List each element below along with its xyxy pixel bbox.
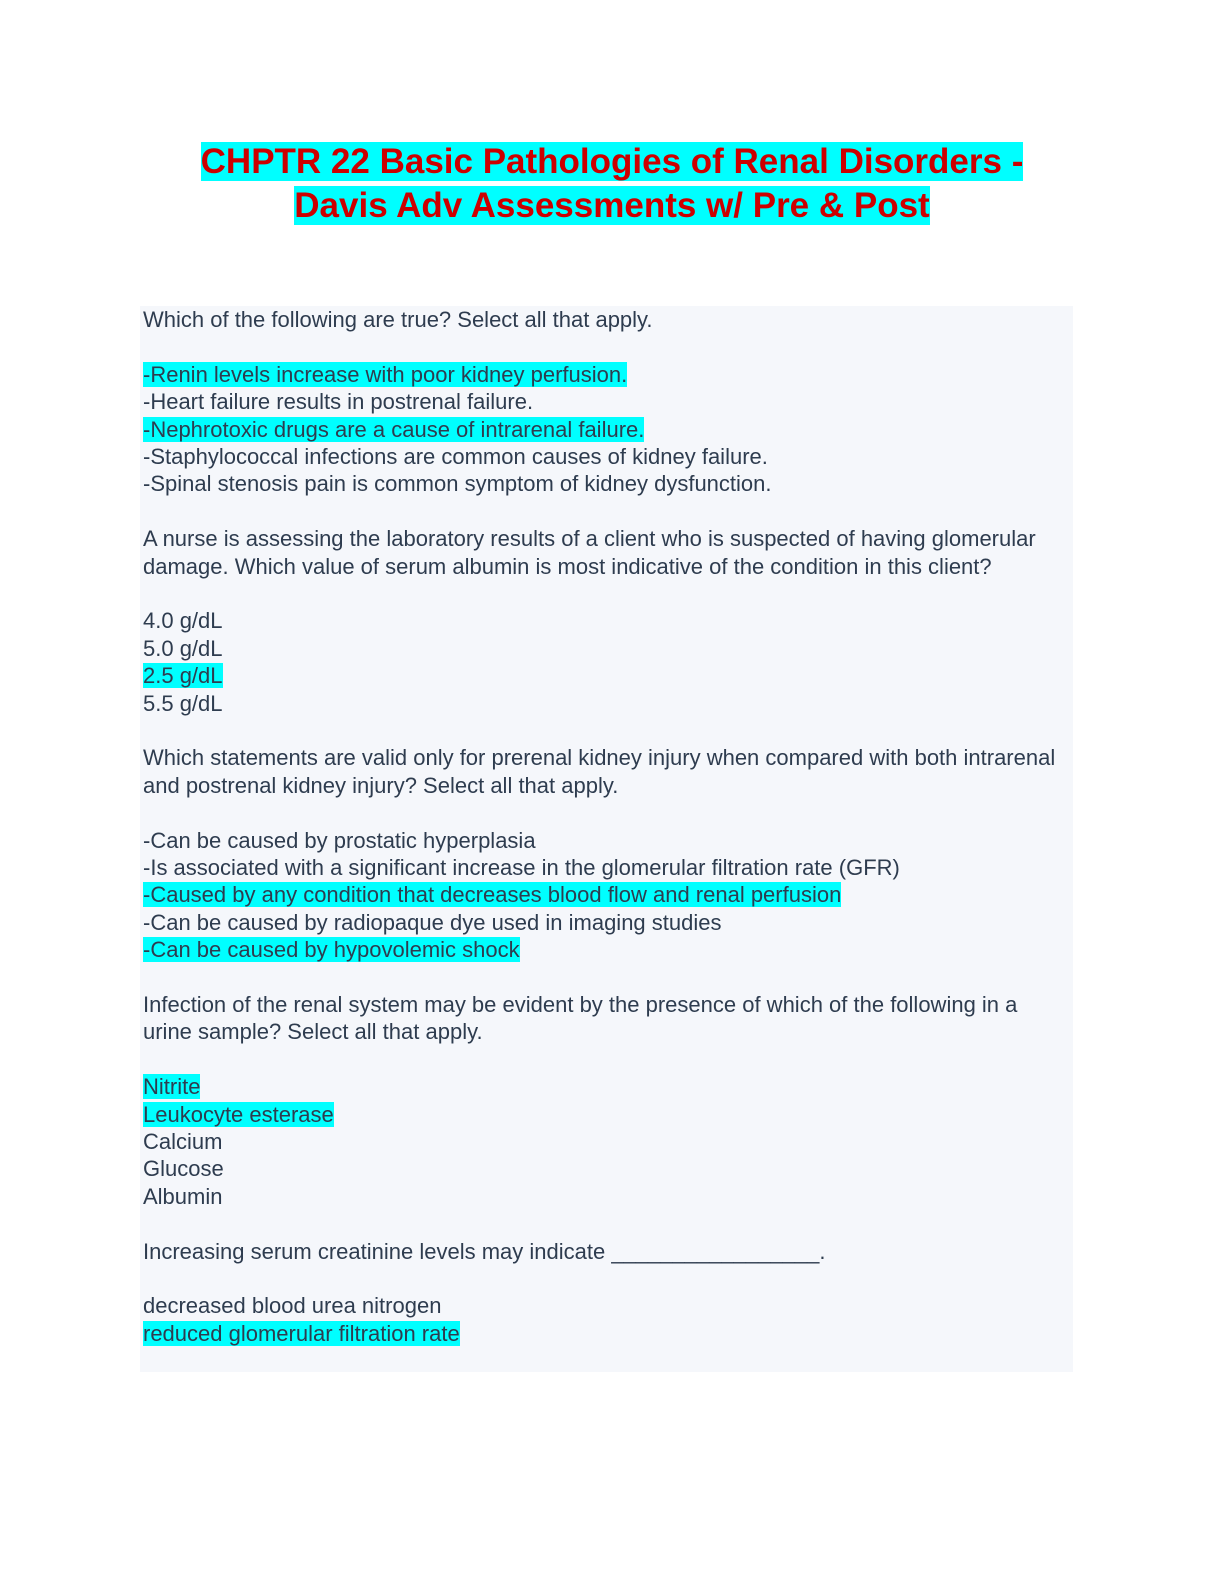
title-line-2: Davis Adv Assessments w/ Pre & Post (294, 186, 930, 225)
answer-option: decreased blood urea nitrogen (143, 1293, 442, 1319)
answer-option: -Caused by any condition that decreases blood flow and renal perfusion (143, 882, 842, 908)
answer-option: Albumin (143, 1183, 223, 1209)
question-prompt: Which statements are valid only for prerenal kidney injury when compared with both intrarenal and postrenal kidney injury? Select all that apply. (143, 745, 1056, 798)
answer-option: -Renin levels increase with poor kidney perfusion. (143, 361, 628, 387)
question-prompt: Increasing serum creatinine levels may indicate _________________. (143, 1238, 826, 1264)
answer-option: -Can be caused by prostatic hyperplasia (143, 827, 536, 853)
question-prompt: Which of the following are true? Select all that apply. (143, 307, 653, 332)
answer-option: -Nephrotoxic drugs are a cause of intrarenal failure. (143, 416, 645, 442)
question-prompt: Infection of the renal system may be evident by the presence of which of the following in a urine sample? Select all that apply. (143, 992, 1018, 1045)
title-line-1: CHPTR 22 Basic Pathologies of Renal Disorders - (200, 142, 1024, 181)
answer-option: 5.5 g/dL (143, 690, 223, 716)
answer-option: -Can be caused by hypovolemic shock (143, 937, 520, 963)
question-1 (143, 306, 1069, 498)
answer-option: Nitrite (143, 1074, 201, 1100)
answer-option: Glucose (143, 1156, 224, 1182)
answer-option: -Can be caused by radiopaque dye used in imaging studies (143, 909, 722, 935)
answer-option: -Staphylococcal infections are common causes of kidney failure. (143, 444, 768, 470)
document-title (112, 140, 1112, 228)
answer-option: -Heart failure results in postrenal failure. (143, 389, 534, 415)
answer-option: 2.5 g/dL (143, 663, 223, 689)
answer-option: Leukocyte esterase (143, 1101, 334, 1127)
answer-option: Calcium (143, 1129, 223, 1155)
question-5 (143, 1238, 1069, 1348)
answer-option: 4.0 g/dL (143, 608, 223, 634)
answer-option: reduced glomerular filtration rate (143, 1320, 460, 1346)
question-panel (140, 306, 1073, 1372)
question-prompt: A nurse is assessing the laboratory results of a client who is suspected of having glomerular damage. Which value of serum albumin is most indicative of the condition in this client? (143, 526, 1036, 579)
question-3 (143, 744, 1069, 963)
answer-option: -Spinal stenosis pain is common symptom of kidney dysfunction. (143, 471, 772, 497)
answer-option: -Is associated with a significant increase in the glomerular filtration rate (GFR) (143, 855, 900, 881)
answer-option: 5.0 g/dL (143, 635, 223, 661)
question-4 (143, 991, 1069, 1210)
question-2 (143, 525, 1069, 717)
